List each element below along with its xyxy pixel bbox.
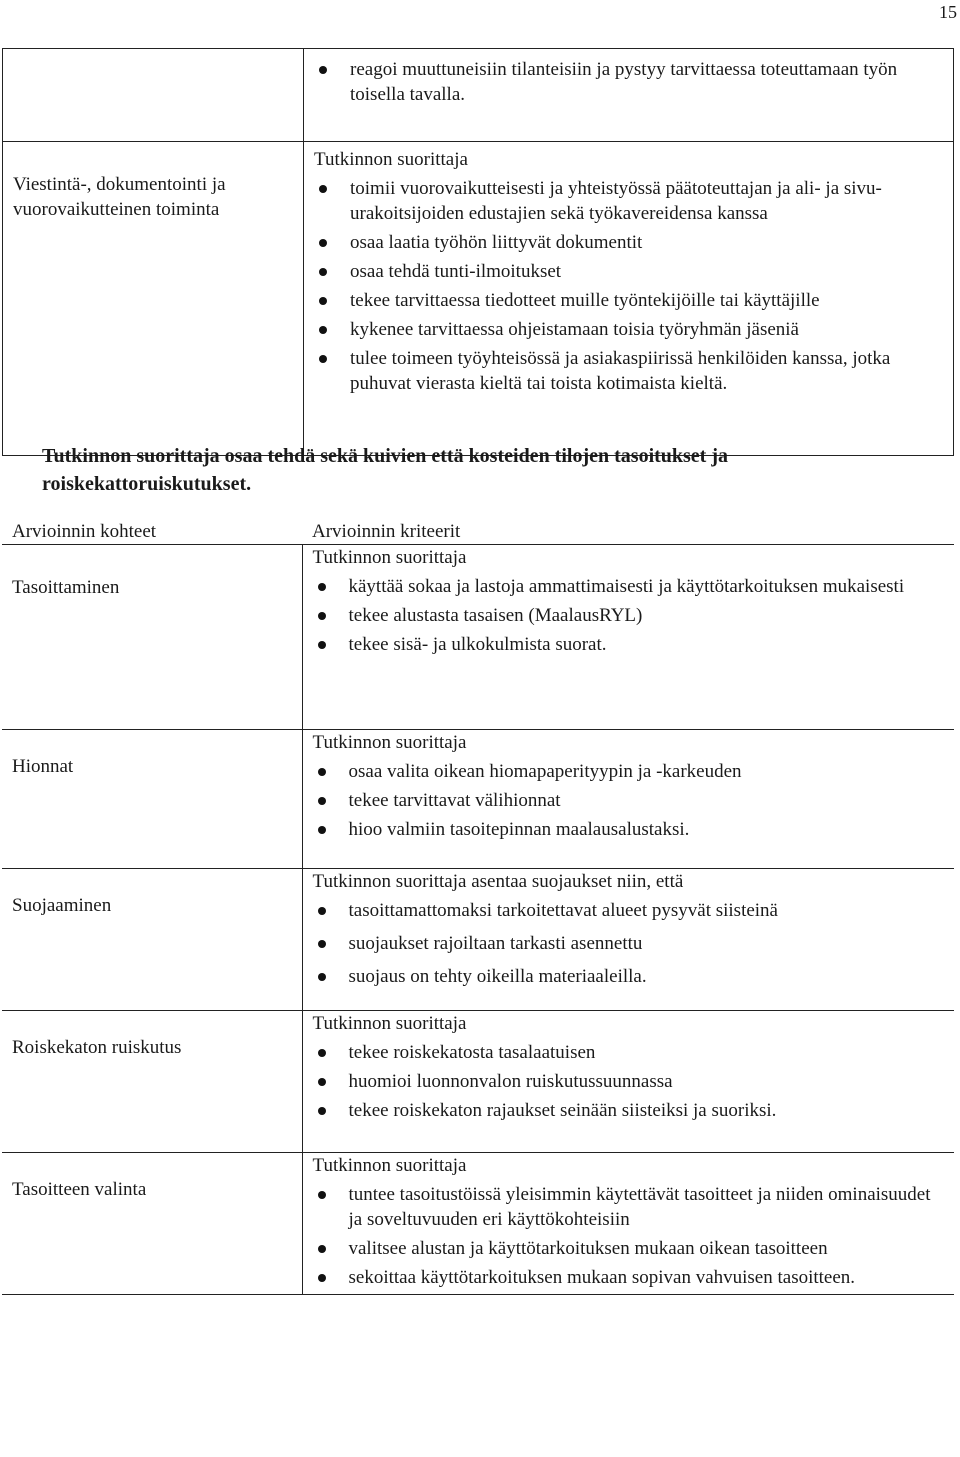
list-item: tasoittamattomaksi tarkoitettavat alueet pysyvät siisteinä xyxy=(313,898,949,923)
bullet-list xyxy=(314,176,947,396)
table-row xyxy=(2,869,954,1011)
table-row xyxy=(2,545,954,730)
list-item: tekee alustasta tasaisen (MaalausRYL) xyxy=(313,603,949,628)
list-item: osaa laatia työhön liittyvät dokumentit xyxy=(314,230,947,255)
bullet-icon xyxy=(318,768,326,776)
list-item: tekee tarvittavat välihionnat xyxy=(313,788,949,813)
table-row xyxy=(3,49,954,142)
table-row xyxy=(2,1011,954,1153)
bullet-icon xyxy=(319,355,327,363)
bullet-list xyxy=(313,898,949,989)
bullet-icon xyxy=(318,1274,326,1282)
bullet-list xyxy=(313,574,949,657)
list-item: suojaus on tehty oikeilla materiaaleilla. xyxy=(313,964,949,989)
bullet-icon xyxy=(318,797,326,805)
row-label: Tasoittaminen xyxy=(2,545,302,730)
criteria-intro: Tutkinnon suorittaja xyxy=(312,1013,467,1034)
bullet-icon xyxy=(318,1049,326,1057)
bullet-icon xyxy=(318,973,326,981)
row-label: Viestintä-, dokumentointi ja vuorovaikutteinen toiminta xyxy=(13,174,226,220)
list-item: tekee roiskekatosta tasalaatuisen xyxy=(313,1040,949,1065)
row-label: Hionnat xyxy=(2,730,302,869)
label-cell xyxy=(3,49,304,142)
list-item: valitsee alustan ja käyttötarkoituksen mukaan oikean tasoitteen xyxy=(313,1236,949,1261)
bullet-icon xyxy=(319,326,327,334)
criteria-cell xyxy=(302,1153,954,1295)
bullet-icon xyxy=(319,185,327,193)
list-item: tekee roiskekaton rajaukset seinään siisteiksi ja suoriksi. xyxy=(313,1098,949,1123)
row-label: Suojaaminen xyxy=(2,869,302,1011)
bullet-icon xyxy=(319,239,327,247)
bullet-icon xyxy=(318,612,326,620)
list-item: tekee tarvittaessa tiedotteet muille työntekijöille tai käyttäjille xyxy=(314,288,947,313)
bullet-icon xyxy=(318,940,326,948)
list-item: käyttää sokaa ja lastoja ammattimaisesti ja käyttötarkoituksen mukaisesti xyxy=(313,574,949,599)
bullet-list xyxy=(313,1040,949,1123)
section-heading: Tutkinnon suorittaja osaa tehdä sekä kuivien että kosteiden tilojen tasoitukset ja roiskekattoruiskutukset. xyxy=(42,445,729,495)
bullet-icon xyxy=(318,1107,326,1115)
table-header-row xyxy=(2,519,954,545)
criteria-cell xyxy=(302,545,954,730)
bullet-icon xyxy=(319,297,327,305)
criteria-cell xyxy=(304,49,954,142)
list-item: suojaukset rajoiltaan tarkasti asennettu xyxy=(313,931,949,956)
list-item: kykenee tarvittaessa ohjeistamaan toisia työryhmän jäseniä xyxy=(314,317,947,342)
list-item: osaa valita oikean hiomapaperityypin ja -karkeuden xyxy=(313,759,949,784)
bullet-icon xyxy=(318,1245,326,1253)
criteria-intro: Tutkinnon suorittaja xyxy=(314,149,468,170)
list-item: hioo valmiin tasoitepinnan maalausalustaksi. xyxy=(313,817,949,842)
bullet-icon xyxy=(318,583,326,591)
list-item: tulee toimeen työyhteisössä ja asiakaspiirissä henkilöiden kanssa, jotka puhuvat vierasta kieltä tai toista kotimaista kieltä. xyxy=(314,346,947,396)
criteria-cell xyxy=(302,869,954,1011)
row-label: Roiskekaton ruiskutus xyxy=(2,1011,302,1153)
top-criteria-table xyxy=(2,48,954,456)
list-item: toimii vuorovaikutteisesti ja yhteistyössä päätoteuttajan ja ali- ja sivu-urakoitsijoiden edustajien sekä työkavereidensa kanssa xyxy=(314,176,947,226)
bullet-list xyxy=(313,759,949,842)
bullet-icon xyxy=(319,66,327,74)
list-item: reagoi muuttuneisiin tilanteisiin ja pystyy tarvittaessa toteuttamaan työn toisella tavalla. xyxy=(314,57,947,107)
bullet-icon xyxy=(318,1191,326,1199)
criteria-intro: Tutkinnon suorittaja xyxy=(312,1155,467,1176)
table-row xyxy=(3,142,954,456)
criteria-cell xyxy=(304,142,954,456)
criteria-intro: Tutkinnon suorittaja xyxy=(312,547,467,568)
column-header-criteria: Arvioinnin kriteerit xyxy=(312,521,461,542)
bullet-list xyxy=(314,57,947,107)
bullet-icon xyxy=(318,907,326,915)
bullet-icon xyxy=(318,826,326,834)
criteria-cell xyxy=(302,730,954,869)
page-number: 15 xyxy=(939,2,957,22)
list-item: tekee sisä- ja ulkokulmista suorat. xyxy=(313,632,949,657)
bullet-list xyxy=(313,1182,949,1290)
criteria-intro: Tutkinnon suorittaja xyxy=(312,732,467,753)
criteria-cell xyxy=(302,1011,954,1153)
list-item: sekoittaa käyttötarkoituksen mukaan sopivan vahvuisen tasoitteen. xyxy=(313,1265,949,1290)
list-item: huomioi luonnonvalon ruiskutussuunnassa xyxy=(313,1069,949,1094)
bullet-icon xyxy=(318,641,326,649)
table-row xyxy=(2,1153,954,1295)
column-header-targets: Arvioinnin kohteet xyxy=(12,521,157,542)
bullet-icon xyxy=(318,1078,326,1086)
table-row xyxy=(2,730,954,869)
criteria-intro: Tutkinnon suorittaja asentaa suojaukset niin, että xyxy=(312,871,684,892)
assessment-table xyxy=(2,519,954,1295)
label-cell xyxy=(3,142,304,456)
bullet-icon xyxy=(319,268,327,276)
list-item: osaa tehdä tunti-ilmoitukset xyxy=(314,259,947,284)
row-label: Tasoitteen valinta xyxy=(2,1153,302,1295)
list-item: tuntee tasoitustöissä yleisimmin käytettävät tasoitteet ja niiden ominaisuudet ja soveltuvuuden eri käyttökohteisiin xyxy=(313,1182,949,1232)
